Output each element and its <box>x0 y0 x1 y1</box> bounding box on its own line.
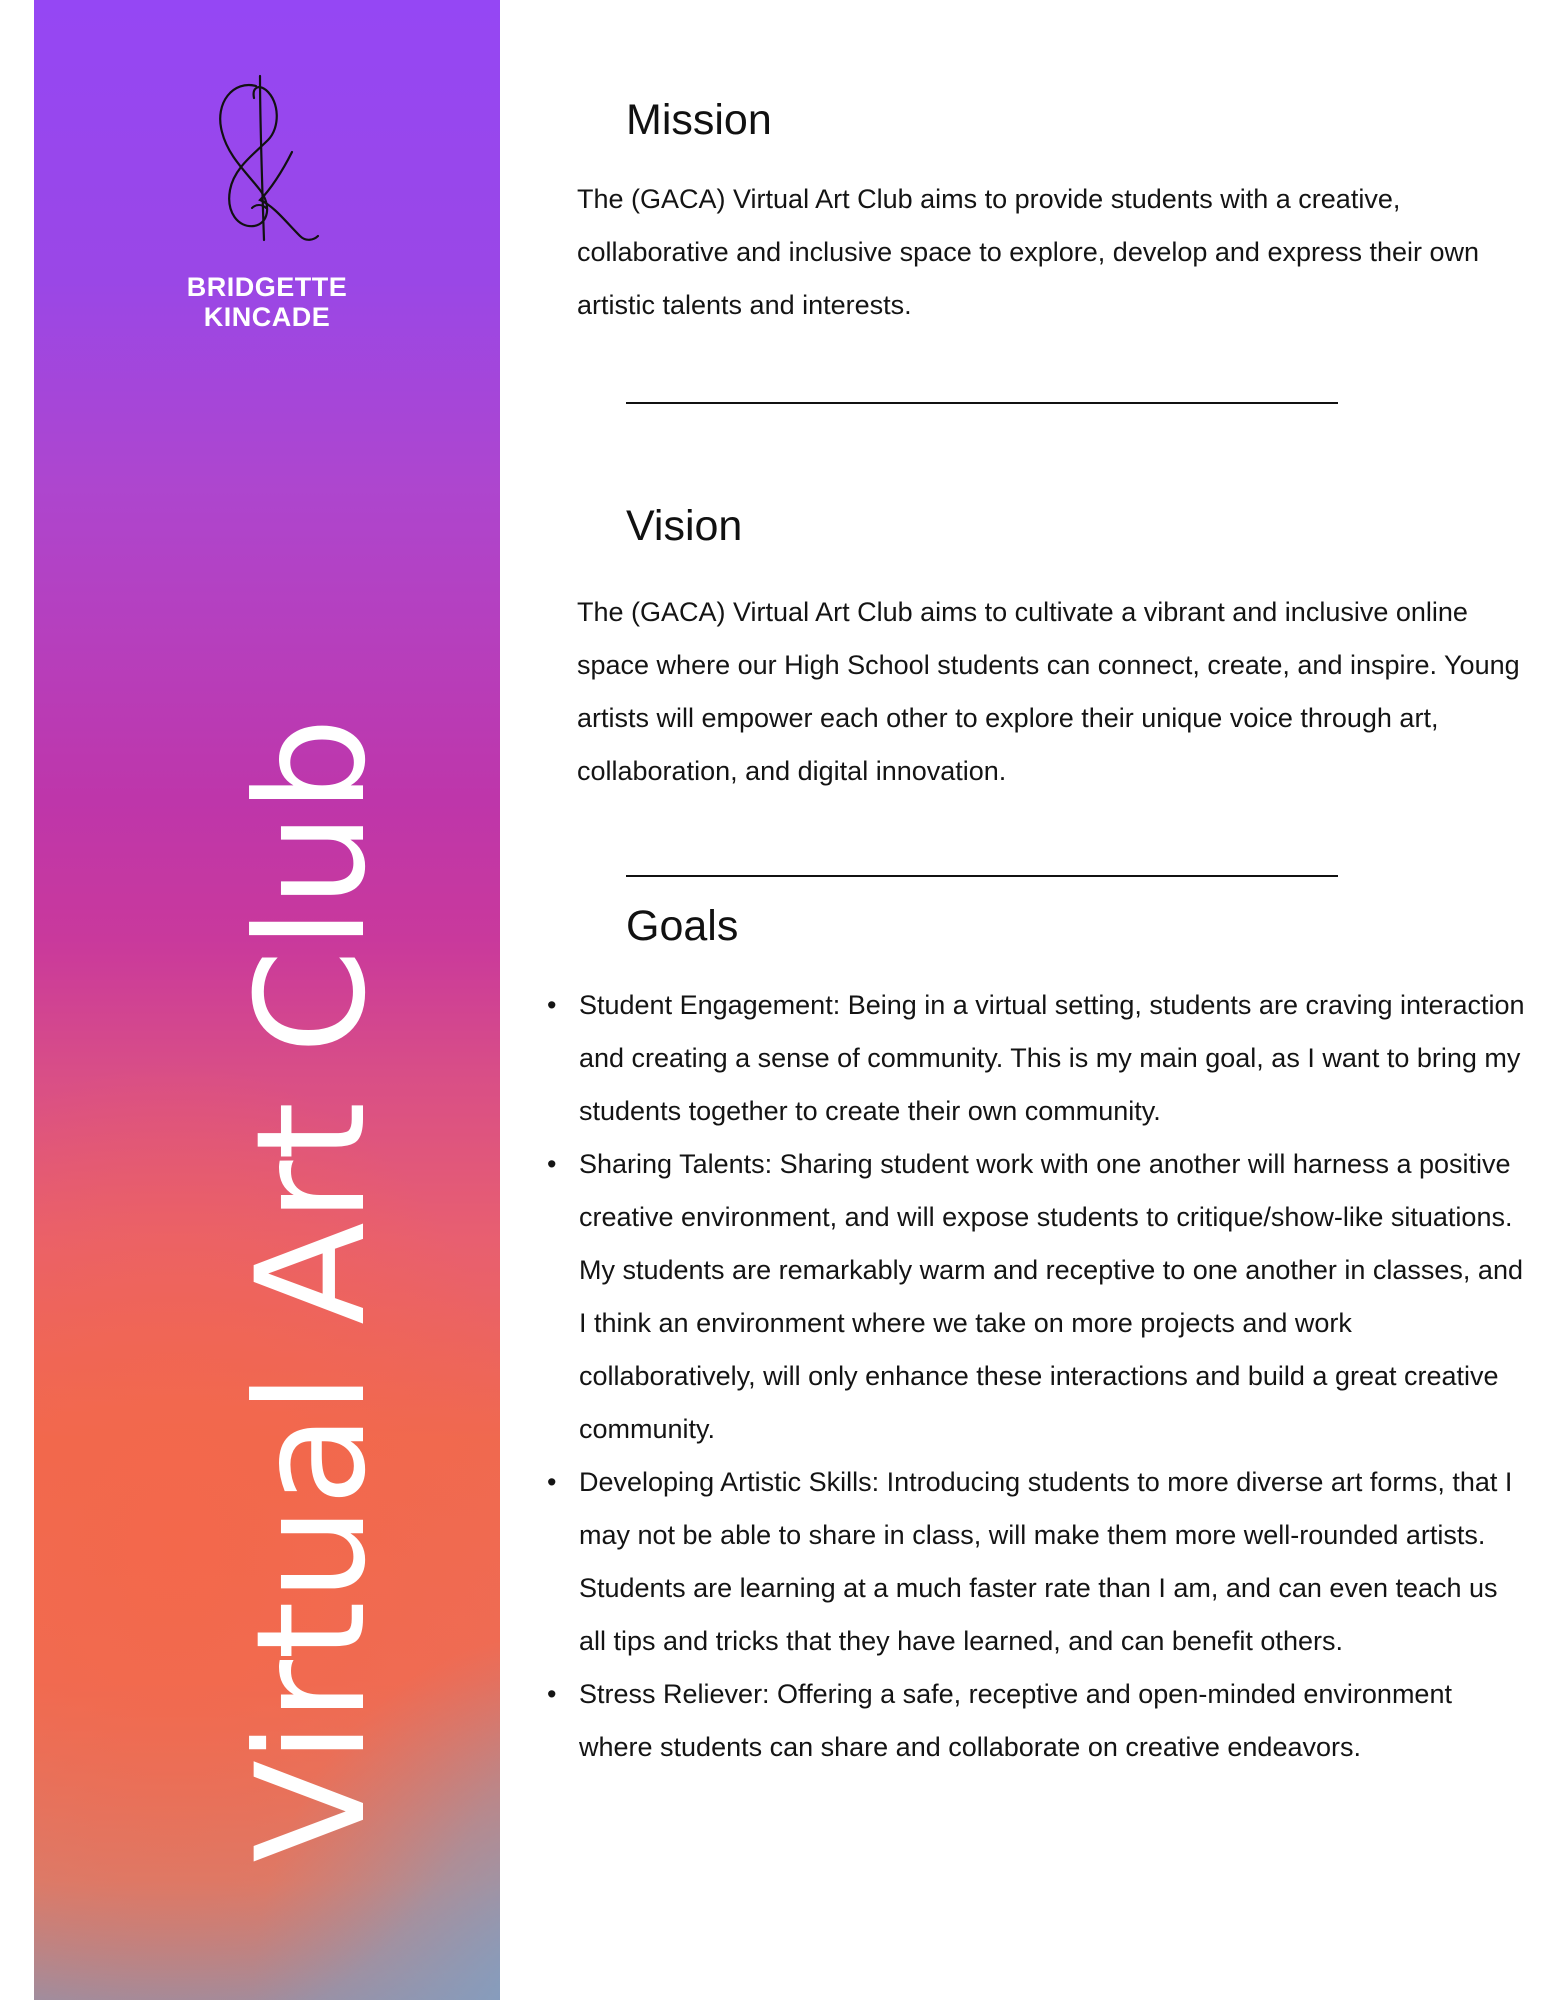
banner-title: Virtual Art Club <box>225 717 399 1863</box>
bullet-icon: • <box>547 1679 557 1709</box>
signature-logo-icon <box>194 72 334 252</box>
author-first-name: BRIDGETTE <box>186 272 348 302</box>
goal-text: Sharing Talents: Sharing student work with one another will harness a positive creative environment, and will expose students to critique/show-like situations. My students are remarkably warm and receptive to one another in classes, and I think an environment where we take on more projects and work collaboratively, will only enhance these interactions and build a great creative community. <box>579 1149 1523 1444</box>
list-item <box>547 1138 1529 1456</box>
bullet-icon: • <box>547 1467 557 1497</box>
bullet-icon: • <box>547 990 557 1020</box>
mission-heading: Mission <box>626 96 772 144</box>
list-item <box>547 1456 1529 1668</box>
author-name <box>34 272 500 332</box>
sidebar-banner <box>34 0 500 2000</box>
author-last-name: KINCADE <box>203 302 331 332</box>
bullet-icon: • <box>547 1149 557 1179</box>
goals-heading: Goals <box>626 902 739 950</box>
mission-text: The (GACA) Virtual Art Club aims to provide students with a creative, collaborative and inclusive space to explore, develop and express their own artistic talents and interests. <box>577 184 1480 320</box>
divider <box>626 402 1338 404</box>
vision-text: The (GACA) Virtual Art Club aims to cultivate a vibrant and inclusive online space where our High School students can connect, create, and inspire. Young artists will empower each other to explore their unique voice through art, collaboration, and digital innovation. <box>577 597 1520 786</box>
goals-list <box>547 979 1529 1774</box>
main-content <box>500 0 1545 2000</box>
goal-text: Stress Reliever: Offering a safe, receptive and open-minded environment where students can share and collaborate on creative endeavors. <box>579 1679 1452 1762</box>
vision-heading: Vision <box>626 502 743 550</box>
list-item <box>547 979 1529 1138</box>
goal-text: Developing Artistic Skills: Introducing students to more diverse art forms, that I may not be able to share in class, will make them more well-rounded artists. Students are learning at a much faster rate than I am, and can even teach us all tips and tricks that they have learned, and can benefit others. <box>579 1467 1513 1656</box>
list-item <box>547 1668 1529 1774</box>
goal-text: Student Engagement: Being in a virtual setting, students are craving interaction and creating a sense of community. This is my main goal, as I want to bring my students together to create their own community. <box>579 990 1525 1126</box>
divider <box>626 875 1338 877</box>
